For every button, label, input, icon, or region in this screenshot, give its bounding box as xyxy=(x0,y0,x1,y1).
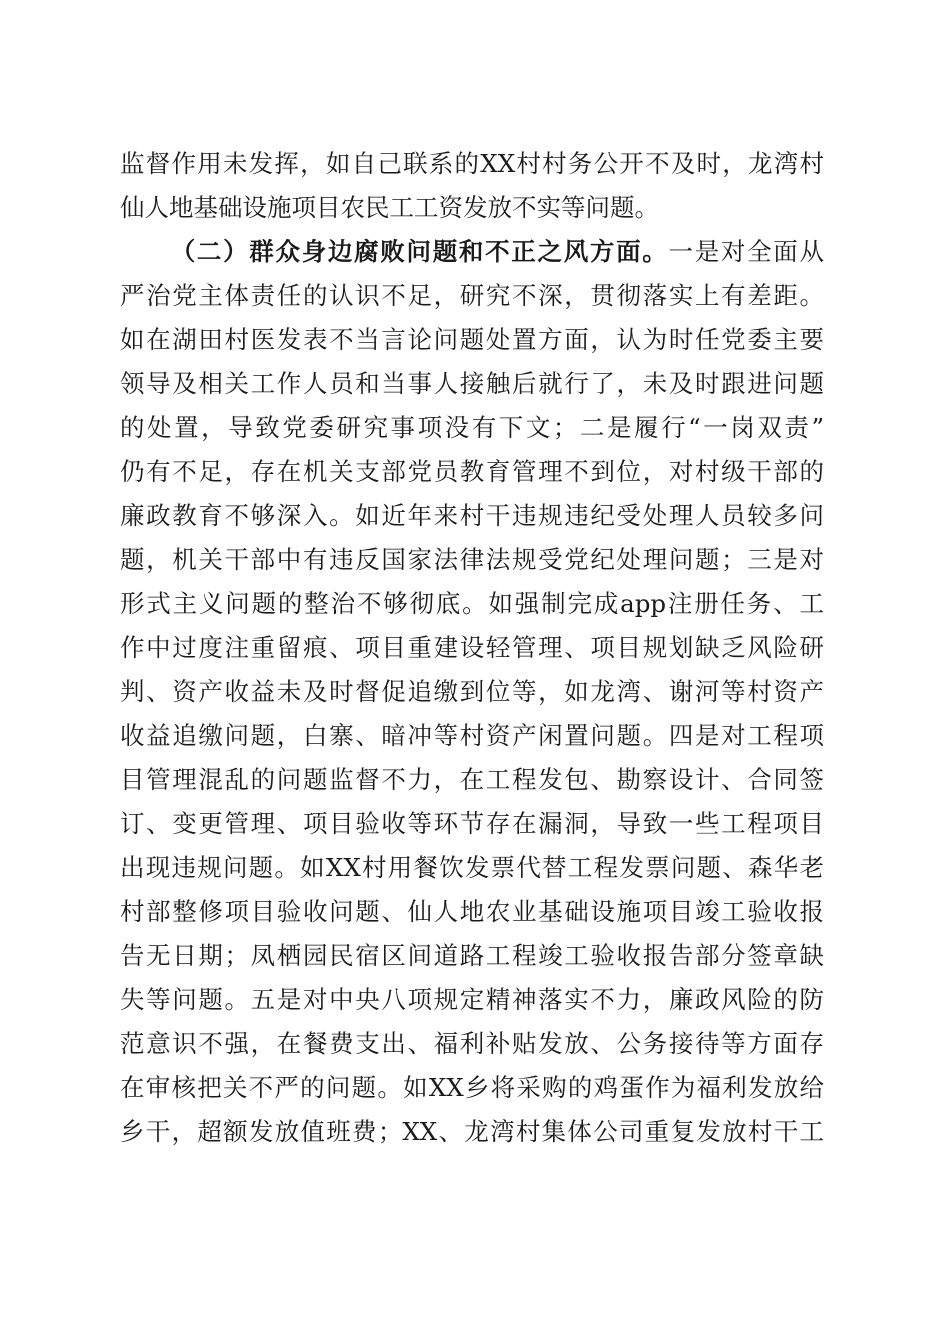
text-line: 廉政教育不够深入。如近年来村干违规违纪受处理人员较多问 xyxy=(120,501,824,530)
text-line: 仙人地基础设施项目农民工工资发放不实等问题。 xyxy=(120,193,659,222)
text-line: 题，机关干部中有违反国家法律法规受党纪处理问题；三是对 xyxy=(120,545,824,574)
text-line: 监督作用未发挥，如自己联系的XX村村务公开不及时，龙湾村 xyxy=(120,149,824,178)
text-line: 如在湖田村医发表不当言论问题处置方面，认为时任党委主要 xyxy=(120,325,824,354)
text-line: 在审核把关不严的问题。如XX乡将采购的鸡蛋作为福利发放给 xyxy=(120,1073,824,1102)
text-line: 的处置，导致党委研究事项没有下文；二是履行“一岗双责” xyxy=(120,413,824,442)
text-line: 收益追缴问题，白寨、暗冲等村资产闲置问题。四是对工程项 xyxy=(120,721,824,750)
text-line: 领导及相关工作人员和当事人接触后就行了，未及时跟进问题 xyxy=(120,369,824,398)
text-line: 形式主义问题的整治不够彻底。如强制完成app注册任务、工 xyxy=(120,589,824,618)
section-heading-line xyxy=(120,230,824,274)
text-line: 仍有不足，存在机关支部党员教育管理不到位，对村级干部的 xyxy=(120,457,824,486)
text-line: 目管理混乱的问题监督不力，在工程发包、勘察设计、合同签 xyxy=(120,765,824,794)
text-line: 严治党主体责任的认识不足，研究不深，贯彻落实上有差距。 xyxy=(120,281,824,310)
section-heading-rest: 一是对全面从 xyxy=(668,237,824,266)
text-line: 订、变更管理、项目验收等环节存在漏洞，导致一些工程项目 xyxy=(120,809,824,838)
body-text xyxy=(120,142,824,1154)
text-line: 作中过度注重留痕、项目重建设轻管理、项目规划缺乏风险研 xyxy=(120,633,824,662)
text-line: 判、资产收益未及时督促追缴到位等，如龙湾、谢河等村资产 xyxy=(120,677,824,706)
text-line: 乡干，超额发放值班费；XX、龙湾村集体公司重复发放村干工 xyxy=(120,1117,824,1146)
text-line: 范意识不强，在餐费支出、福利补贴发放、公务接待等方面存 xyxy=(120,1029,824,1058)
section-heading: （二）群众身边腐败问题和不正之风方面。 xyxy=(169,237,669,266)
text-line: 告无日期；凤栖园民宿区间道路工程竣工验收报告部分签章缺 xyxy=(120,941,824,970)
text-line: 失等问题。五是对中央八项规定精神落实不力，廉政风险的防 xyxy=(120,985,824,1014)
text-line: 出现违规问题。如XX村用餐饮发票代替工程发票问题、森华老 xyxy=(120,853,824,882)
text-line: 村部整修项目验收问题、仙人地农业基础设施项目竣工验收报 xyxy=(120,897,824,926)
